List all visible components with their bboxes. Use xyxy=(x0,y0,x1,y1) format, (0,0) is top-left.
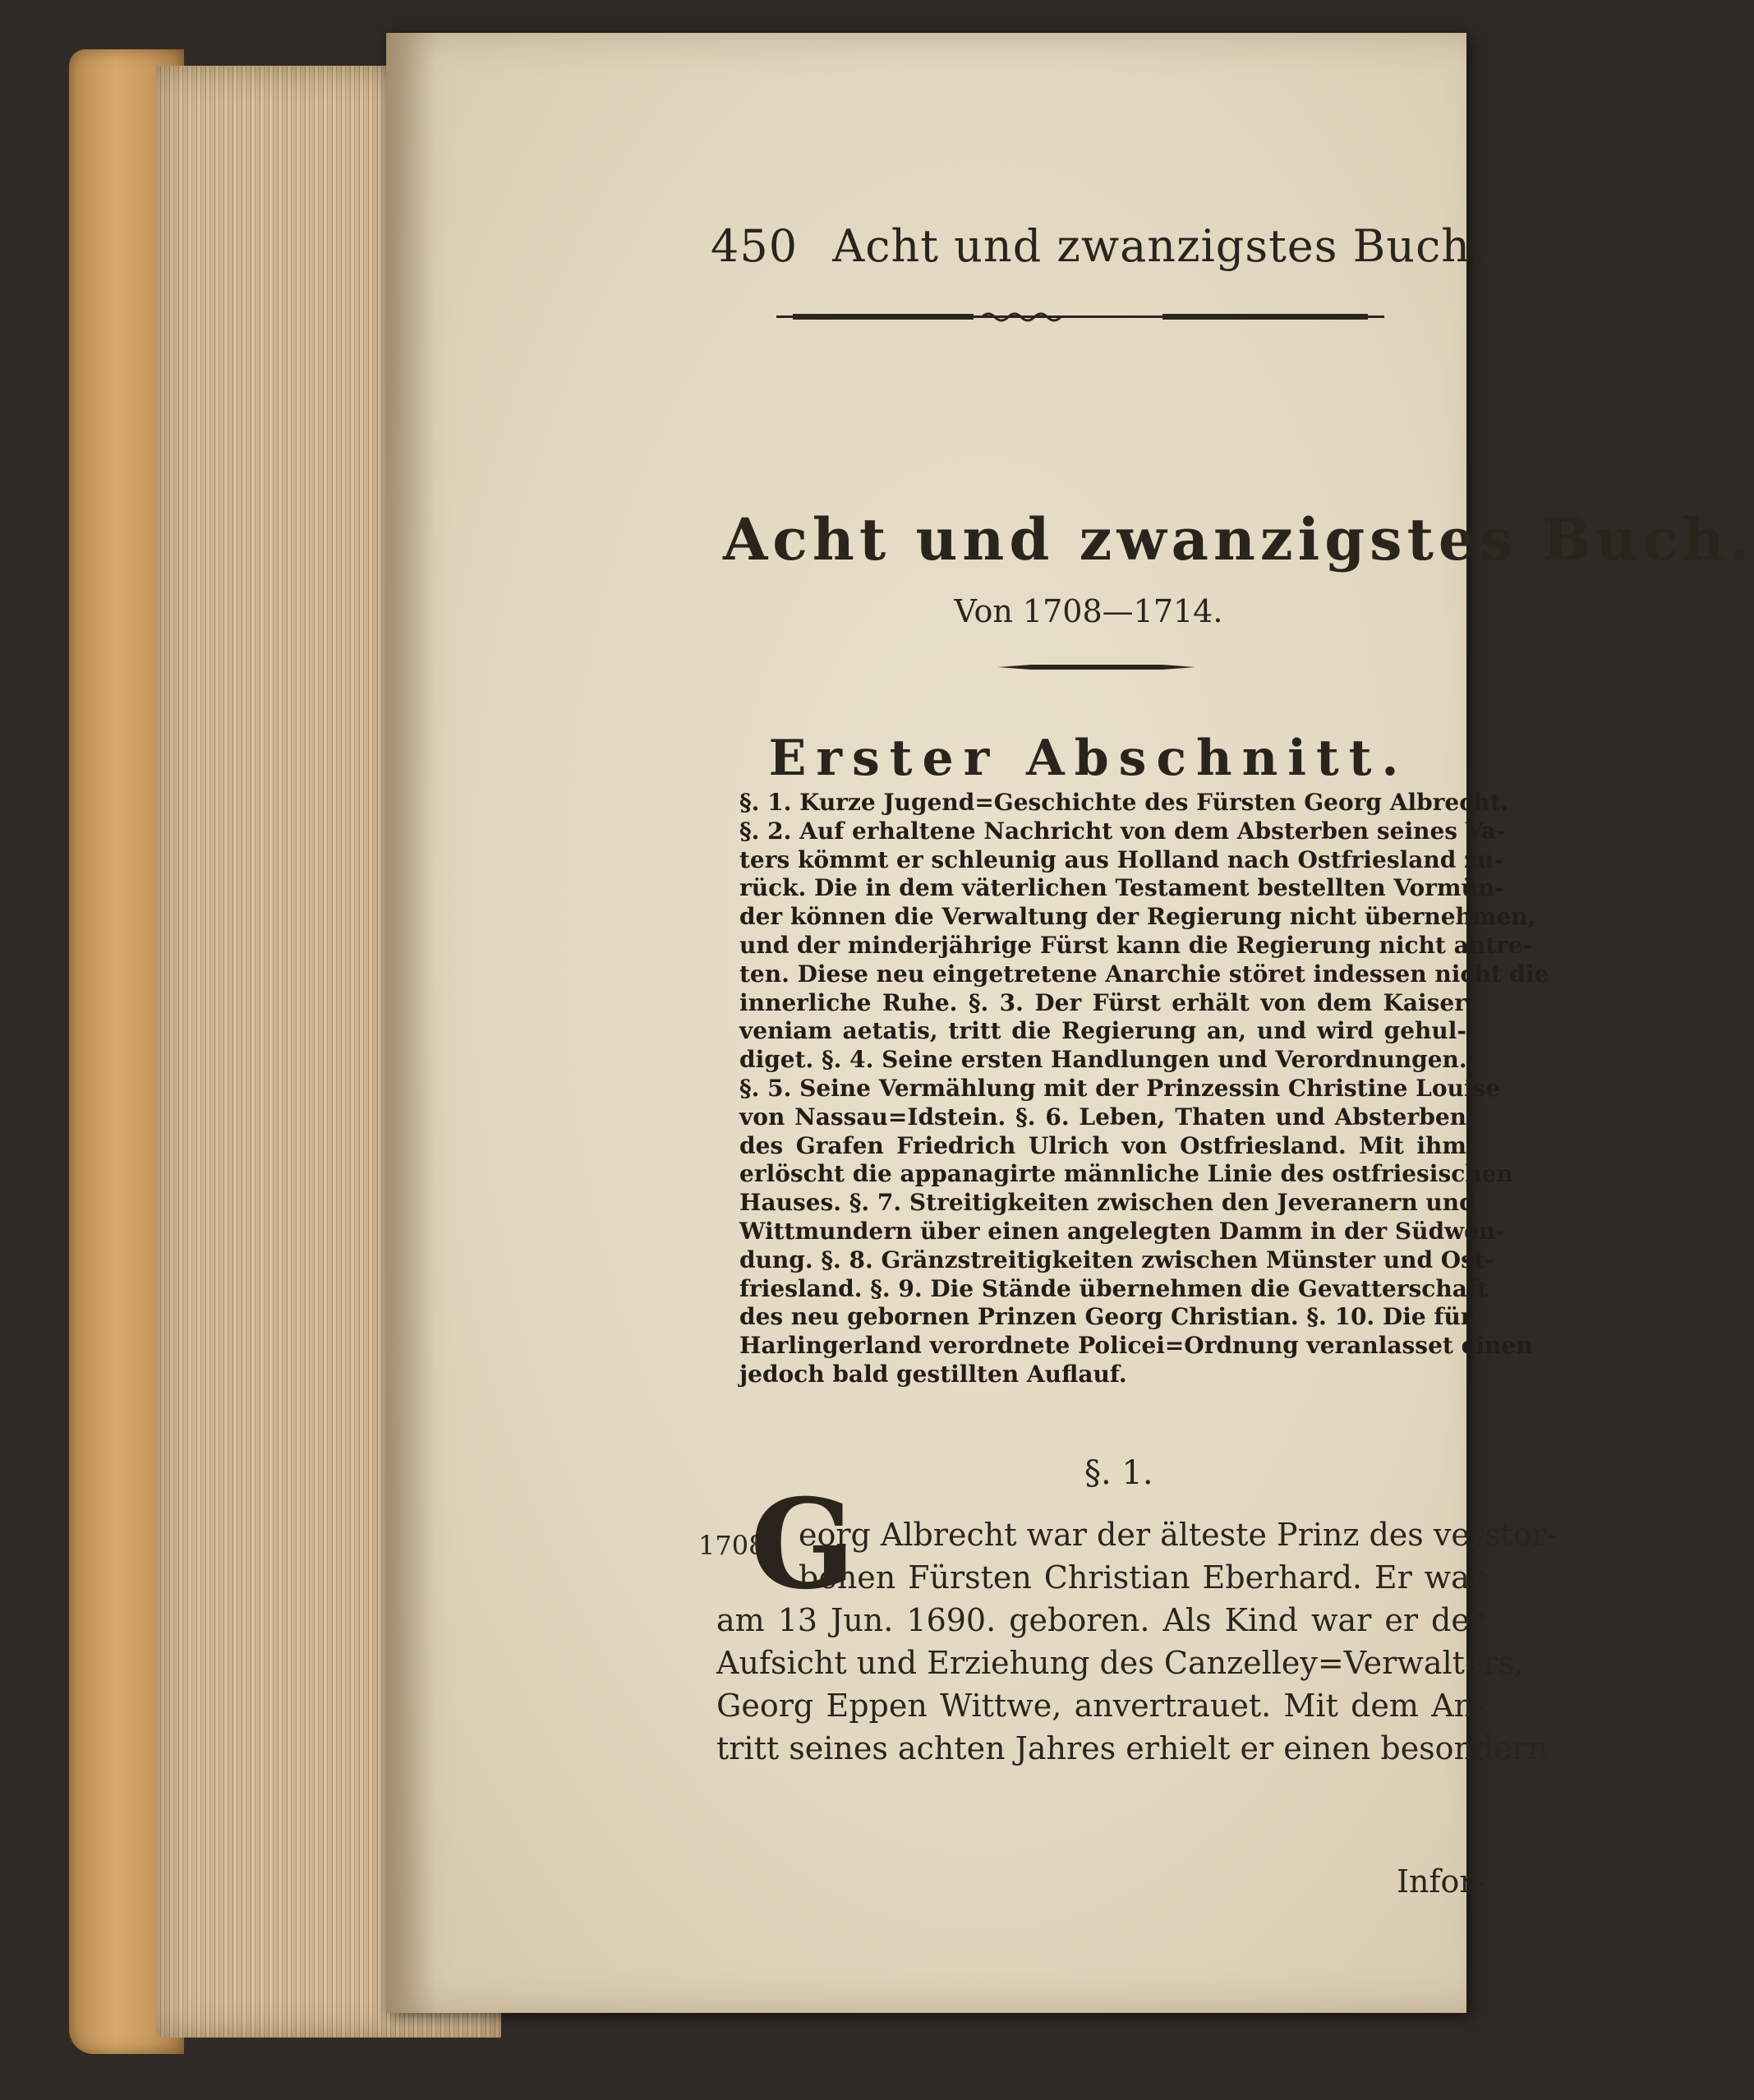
summary-line: erlöscht die appanagirte männliche Linie des ostfriesischen xyxy=(739,1160,1513,1188)
margin-year: 1708 xyxy=(698,1530,766,1561)
paragraph-heading: §. 1. xyxy=(1084,1454,1153,1492)
body-line: Aufsicht und Erziehung des Canzelley=Verwalters, xyxy=(716,1645,1525,1681)
period: Von 1708—1714. xyxy=(954,593,1223,629)
divider-rule xyxy=(998,661,1195,673)
body-line: benen Fürsten Christian Eberhard. Er war xyxy=(799,1559,1485,1596)
summary-line: innerliche Ruhe. §. 3. Der Fürst erhält von dem Kaiser xyxy=(739,988,1466,1016)
running-title: Acht und zwanzigstes Buch. xyxy=(832,220,1486,272)
summary-line: dung. §. 8. Gränzstreitigkeiten zwischen Münster und Ost- xyxy=(739,1246,1494,1273)
body-line: tritt seines achten Jahres erhielt er einen besondern xyxy=(716,1730,1548,1766)
page-number: 450 xyxy=(711,220,799,272)
summary-line: Hauses. §. 7. Streitigkeiten zwischen den Jeveranern und xyxy=(739,1189,1475,1217)
catchword: Infor- xyxy=(1397,1863,1485,1900)
ornamental-rule xyxy=(776,311,1384,324)
summary-line: des neu gebornen Prinzen Georg Christian. §. 10. Die für xyxy=(739,1303,1473,1331)
section-title: Erster Abschnitt. xyxy=(768,730,1409,787)
summary-line: diget. §. 4. Seine ersten Handlungen und Verordnungen. xyxy=(739,1046,1467,1074)
summary-line: veniam aetatis, tritt die Regierung an, und wird gehul- xyxy=(739,1017,1466,1045)
summary-line: ten. Diese neu eingetretene Anarchie störet indessen nicht die xyxy=(739,960,1549,988)
summary-line: friesland. §. 9. Die Stände übernehmen die Gevatterschaft xyxy=(739,1274,1488,1302)
spine-shadow xyxy=(386,33,435,2013)
summary-line: und der minderjährige Fürst kann die Regierung nicht antre- xyxy=(739,931,1533,959)
summary-line: §. 1. Kurze Jugend=Geschichte des Fürsten Georg Albrecht. xyxy=(739,789,1509,816)
summary-line: rück. Die in dem väterlichen Testament bestellten Vormün- xyxy=(739,874,1504,902)
summary-line: jedoch bald gestillten Auflauf. xyxy=(739,1360,1127,1388)
chapter-summary xyxy=(739,789,1549,1389)
summary-line: §. 2. Auf erhaltene Nachricht von dem Absterben seines Va- xyxy=(739,817,1506,845)
drop-cap: G xyxy=(750,1472,856,1617)
summary-line: der können die Verwaltung der Regierung nicht übernehmen, xyxy=(739,903,1536,931)
summary-line: von Nassau=Idstein. §. 6. Leben, Thaten und Absterben xyxy=(739,1103,1466,1131)
summary-line: ters kömmt er schleunig aus Holland nach Ostfriesland zu- xyxy=(739,845,1503,873)
body-text xyxy=(716,1513,1558,1770)
body-line: eorg Albrecht war der älteste Prinz des verstor- xyxy=(799,1517,1558,1553)
book-title: Acht und zwanzigstes Buch. xyxy=(723,505,1754,573)
summary-line: Harlingerland verordnete Policei=Ordnung veranlasset einen xyxy=(739,1332,1533,1360)
body-line: am 13 Jun. 1690. geboren. Als Kind war er der xyxy=(716,1602,1485,1638)
summary-line: §. 5. Seine Vermählung mit der Prinzessin Christine Louise xyxy=(739,1074,1501,1102)
running-head xyxy=(711,220,1486,272)
summary-line: des Grafen Friedrich Ulrich von Ostfriesland. Mit ihm xyxy=(739,1131,1466,1159)
summary-line: Wittmundern über einen angelegten Damm in der Südwen- xyxy=(739,1217,1505,1245)
body-line: Georg Eppen Wittwe, anvertrauet. Mit dem An- xyxy=(716,1688,1485,1724)
